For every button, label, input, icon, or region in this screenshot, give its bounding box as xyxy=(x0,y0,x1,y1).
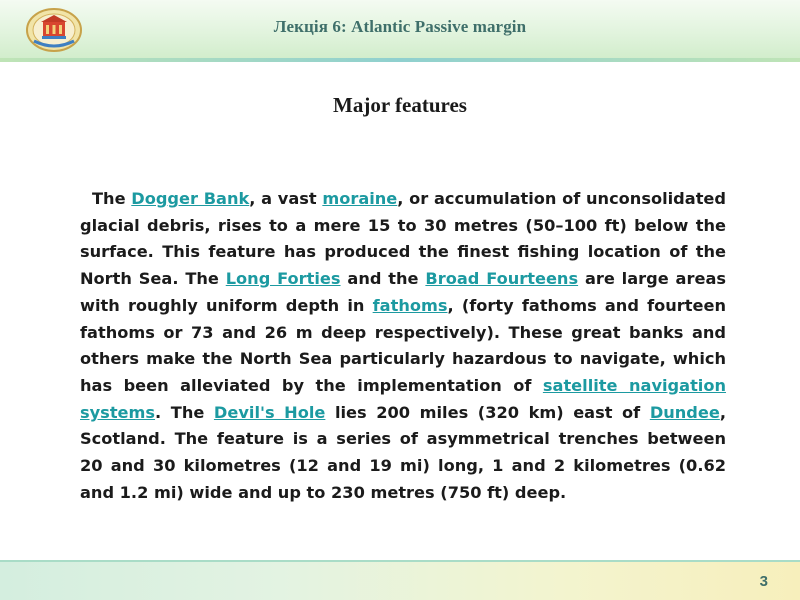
paragraph-text: and the xyxy=(340,269,426,289)
link-fathoms[interactable]: fathoms xyxy=(372,295,448,315)
paragraph-text: The xyxy=(92,189,132,208)
header-bar xyxy=(0,0,800,58)
paragraph-text: lies 200 miles (320 km) east of xyxy=(325,402,650,422)
paragraph-text: , a vast xyxy=(249,189,323,208)
paragraph-text: , Scotland. The feature is a series of asymmetrical trenches between 20 and 30 kilometres (12 and 19 mi) long, 1 and 2 kilometres (0.62 and 1.2 mi) wide and up to 230 metres (750 ft) deep. xyxy=(80,402,726,502)
slide-title: Major features xyxy=(333,93,467,117)
body-paragraph xyxy=(80,186,726,506)
paragraph-text: , or accumulation of unconsolidated glacial debris, rises to a mere 15 to 30 metres (50–100 ft) below the surface. This feature has produced the finest fishing location of the North Sea. The xyxy=(80,189,726,289)
lecture-title: Лекція 6: Atlantic Passive margin xyxy=(273,17,527,36)
paragraph-text: , (forty fathoms and fourteen fathoms or 73 and 26 m deep respectively). These great banks and others make the North Sea particularly hazardous to navigate, which has been alleviated by the implementation of xyxy=(80,295,726,395)
paragraph-text: . The xyxy=(155,402,214,422)
link-devils-hole[interactable]: Devil's Hole xyxy=(213,402,326,422)
link-broad-fourteens[interactable]: Broad Fourteens xyxy=(425,269,579,289)
page-number: 3 xyxy=(759,573,768,590)
link-satellite-navigation[interactable]: satellite navigation systems xyxy=(80,375,727,422)
footer-bar xyxy=(0,562,800,600)
link-long-forties[interactable]: Long Forties xyxy=(225,269,341,289)
link-dogger-bank[interactable]: Dogger Bank xyxy=(131,189,250,208)
link-dundee[interactable]: Dundee xyxy=(649,402,720,422)
paragraph-text: are large areas with roughly uniform depth in xyxy=(80,269,727,315)
header-divider xyxy=(0,58,800,62)
link-moraine[interactable]: moraine xyxy=(322,189,398,208)
